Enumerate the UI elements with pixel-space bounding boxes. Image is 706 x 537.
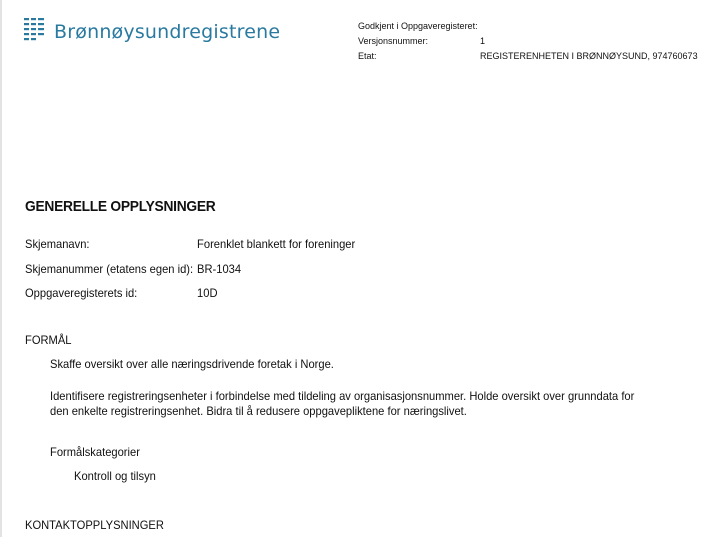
purpose-heading: FORMÅL — [25, 333, 72, 347]
field-value: BR-1034 — [197, 262, 242, 276]
field-label: Skjemanummer (etatens egen id): — [25, 262, 194, 276]
brreg-logo-icon — [24, 18, 46, 42]
meta-value-agency: REGISTERENHETEN I BRØNNØYSUND, 974760673 — [480, 51, 698, 61]
general-info-title: GENERELLE OPPLYSNINGER — [25, 198, 216, 215]
purpose-paragraph-2: Identifisere registreringsenheter i forbindelse med tildeling av organisasjonsnummer. Holde oversikt over grunndata for den enkelte registreringsenhet. Bidra til å redusere oppgavepliktene for næringslivet. — [50, 389, 635, 418]
meta-label-version: Versjonsnummer: — [358, 36, 429, 46]
meta-value-version: 1 — [480, 36, 486, 46]
field-value: Forenklet blankett for foreninger — [197, 237, 356, 251]
logo-text: Brønnøysundregistrene — [54, 21, 281, 43]
contact-heading: KONTAKTOPPLYSNINGER — [25, 518, 164, 532]
field-label: Oppgaveregisterets id: — [25, 286, 138, 300]
purpose-categories-heading: Formålskategorier — [50, 445, 140, 459]
meta-label-approved: Godkjent i Oppgaveregisteret: — [358, 21, 478, 31]
field-label: Skjemanavn: — [25, 237, 90, 251]
page-edge — [0, 0, 2, 537]
meta-label-agency: Etat: — [358, 51, 377, 61]
purpose-paragraph-1: Skaffe oversikt over alle næringsdrivende foretak i Norge. — [50, 357, 334, 371]
purpose-category-item: Kontroll og tilsyn — [74, 469, 156, 483]
field-value: 10D — [197, 286, 218, 300]
brreg-logo — [24, 14, 280, 46]
